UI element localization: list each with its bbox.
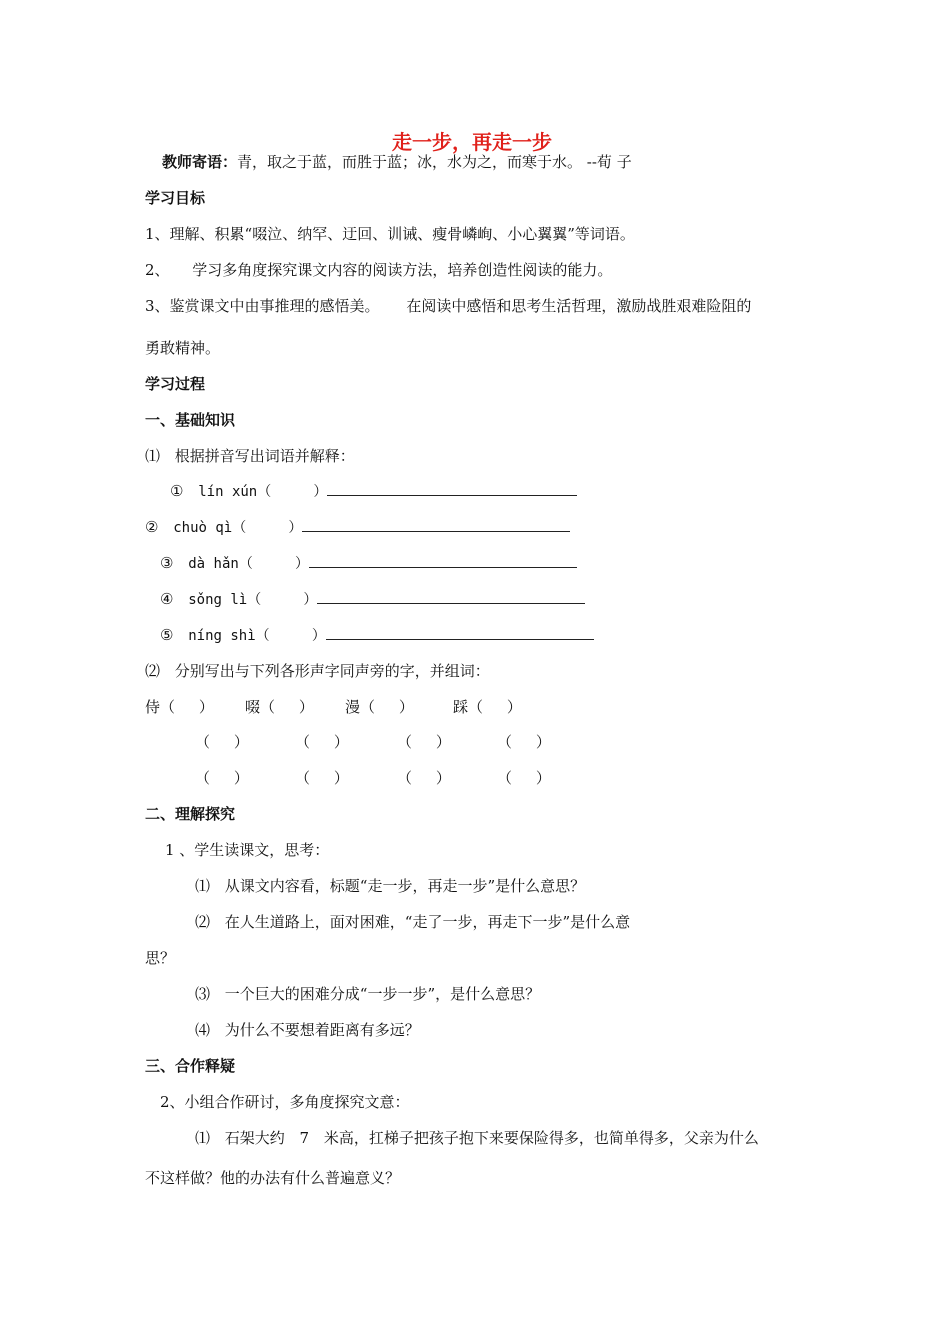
pinyin-item: ③ dà hǎn（ ） <box>160 553 577 574</box>
question-continued: 不这样做？他的办法有什么普遍意义？ <box>145 1169 401 1187</box>
char-row: 侍（ ） <box>145 698 214 716</box>
pinyin-item: ① lín xún（ ） <box>170 481 577 502</box>
section2-heading: 二、理解探究 <box>145 805 236 823</box>
pinyin-text: lín xún <box>198 484 258 500</box>
blank-paren[interactable]: （ ） <box>195 769 249 787</box>
pinyin-item: ⑤ níng shì（ ） <box>160 625 594 646</box>
section3-heading: 三、合作释疑 <box>145 1057 236 1075</box>
teacher-motto <box>162 152 632 172</box>
goal-item: 2、 学习多角度探究课文内容的阅读方法，培养创造性阅读的能力。 <box>145 261 613 279</box>
pinyin-item: ② chuò qì（ ） <box>145 517 570 538</box>
process-heading: 学习过程 <box>145 375 206 393</box>
char-label: 漫 <box>345 698 361 716</box>
section1-q2: ⑵ 分别写出与下列各形声字同声旁的字，并组词： <box>145 662 490 680</box>
motto-text: 青，取之于蓝，而胜于蓝；冰，水为之，而寒于水。 --荀 子 <box>237 153 632 171</box>
pinyin-number: ④ <box>160 590 174 608</box>
pinyin-text: chuò qì <box>173 520 233 536</box>
pinyin-text: sǒng lì <box>188 592 248 608</box>
char-label: 啜 <box>245 698 261 716</box>
blank-paren[interactable]: （ ） <box>295 733 349 751</box>
answer-blank[interactable] <box>326 625 594 640</box>
pinyin-text: dà hǎn <box>188 556 239 572</box>
motto-label: 教师寄语： <box>162 153 238 171</box>
question: ⑵ 在人生道路上，面对困难，“走了一步，再走下一步”是什么意 <box>195 913 631 931</box>
page-title: 走一步，再走一步 <box>392 130 552 154</box>
pinyin-number: ① <box>170 482 184 500</box>
blank-paren[interactable]: （ ） <box>497 733 551 751</box>
blank-paren[interactable]: （ ） <box>497 769 551 787</box>
question: ⑴ 石架大约 7 米高，扛梯子把孩子抱下来要保险得多，也简单得多，父亲为什么 <box>195 1129 759 1147</box>
goal-item: 1、理解、积累“啜泣、纳罕、迂回、训诫、瘦骨嶙峋、小心翼翼”等词语。 <box>145 225 635 243</box>
answer-blank[interactable] <box>317 589 585 604</box>
answer-blank[interactable] <box>327 481 577 496</box>
goal-item: 3、鉴赏课文中由事推理的感悟美。 在阅读中感悟和思考生活哲理，激励战胜艰难险阻的 <box>145 297 752 315</box>
blank-paren[interactable]: （ ） <box>397 769 451 787</box>
char-row: 漫（ ） <box>345 698 414 716</box>
goals-heading: 学习目标 <box>145 189 206 207</box>
section3-intro: 2、小组合作研讨，多角度探究文意： <box>160 1093 410 1111</box>
pinyin-number: ⑤ <box>160 626 174 644</box>
char-row: 啜（ ） <box>245 698 314 716</box>
question: ⑷ 为什么不要想着距离有多远？ <box>195 1021 420 1039</box>
pinyin-text: níng shì <box>188 628 256 644</box>
char-label: 踩 <box>453 698 469 716</box>
pinyin-number: ② <box>145 518 159 536</box>
answer-blank[interactable] <box>302 517 570 532</box>
section2-intro: 1 、学生读课文，思考： <box>165 841 330 859</box>
section1-q1: ⑴ 根据拼音写出词语并解释： <box>145 447 355 465</box>
blank-paren[interactable]: （ ） <box>397 733 451 751</box>
blank-paren[interactable]: （ ） <box>295 769 349 787</box>
char-row: 踩（ ） <box>453 698 522 716</box>
blank-paren[interactable]: （ ） <box>195 733 249 751</box>
question: 思？ <box>145 949 176 967</box>
char-label: 侍 <box>145 698 161 716</box>
goal-item: 勇敢精神。 <box>145 339 221 357</box>
pinyin-number: ③ <box>160 554 174 572</box>
question: ⑴ 从课文内容看，标题“走一步，再走一步”是什么意思？ <box>195 877 586 895</box>
pinyin-item: ④ sǒng lì（ ） <box>160 589 585 610</box>
section1-heading: 一、基础知识 <box>145 411 236 429</box>
question: ⑶ 一个巨大的困难分成“一步一步”，是什么意思？ <box>195 985 541 1003</box>
answer-blank[interactable] <box>309 553 577 568</box>
